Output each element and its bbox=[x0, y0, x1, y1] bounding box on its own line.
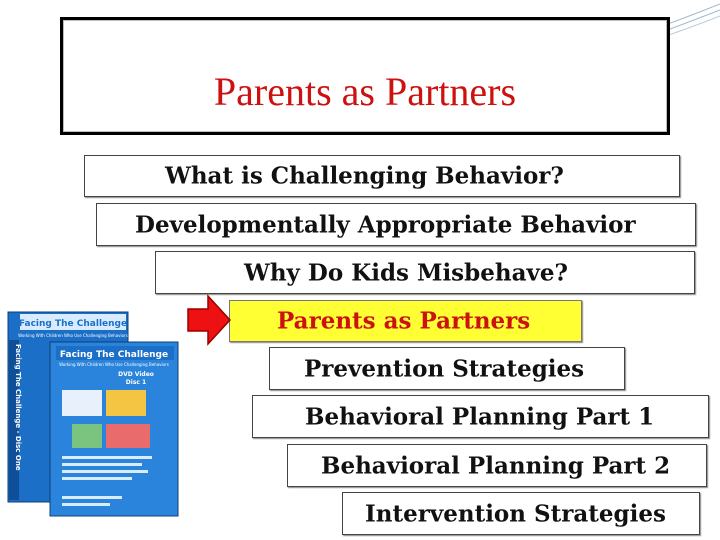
menu-item-label: Intervention Strategies bbox=[365, 500, 666, 527]
dvd-covers-image bbox=[6, 310, 182, 518]
menu-item-prevention-strategies[interactable] bbox=[269, 347, 625, 390]
dvd-spine-text: Facing The Challenge - Disc One bbox=[14, 344, 22, 471]
menu-item-label: Why Do Kids Misbehave? bbox=[244, 259, 568, 286]
menu-item-label: Behavioral Planning Part 1 bbox=[305, 403, 655, 430]
dvd-front-title: Facing The Challenge bbox=[59, 350, 169, 360]
menu-item-label: Parents as Partners bbox=[277, 307, 531, 335]
menu-item-label: What is Challenging Behavior? bbox=[165, 162, 564, 190]
menu-item-parents-as-partners[interactable] bbox=[229, 300, 582, 342]
dvd-front-disc: Disc 1 bbox=[125, 379, 147, 386]
slide-title: Parents as Partners bbox=[213, 69, 517, 114]
menu-item-behavioral-planning-2[interactable] bbox=[287, 444, 707, 487]
dvd-cover-front bbox=[50, 342, 178, 516]
menu-item-why-misbehave[interactable] bbox=[155, 251, 695, 294]
menu-item-intervention-strategies[interactable] bbox=[342, 492, 700, 535]
menu-item-developmentally-appropriate[interactable] bbox=[96, 203, 696, 246]
dvd-front-label: DVD Video bbox=[118, 371, 154, 378]
menu-item-behavioral-planning-1[interactable] bbox=[252, 395, 709, 438]
arrow-right-icon bbox=[186, 294, 232, 346]
menu-item-challenging-behavior[interactable] bbox=[84, 155, 680, 197]
title-box bbox=[60, 17, 670, 135]
dvd-front-subtitle: Working With Children Who Use Challenging Behaviors bbox=[59, 362, 169, 367]
dvd-back-title: Facing The Challenge bbox=[18, 319, 128, 329]
menu-item-label: Prevention Strategies bbox=[304, 355, 585, 382]
menu-item-label: Developmentally Appropriate Behavior bbox=[135, 211, 636, 238]
dvd-back-subtitle: Working With Children Who Use Challenging Behaviors bbox=[18, 333, 128, 338]
menu-item-label: Behavioral Planning Part 2 bbox=[321, 452, 671, 479]
